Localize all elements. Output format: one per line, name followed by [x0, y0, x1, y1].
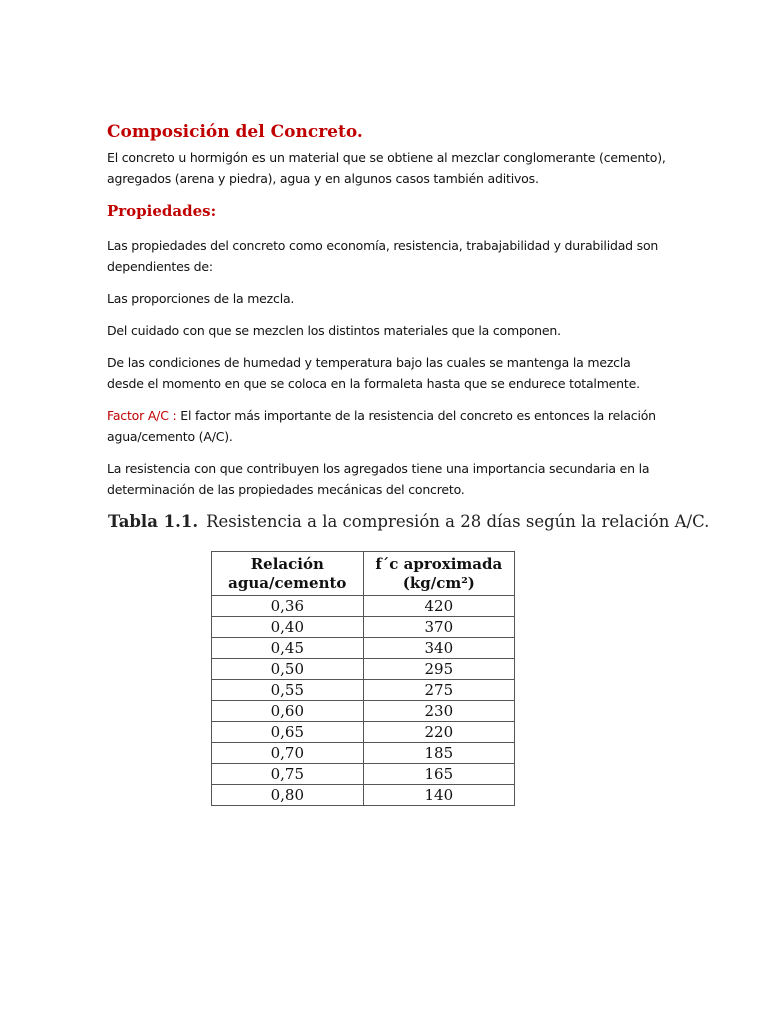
page-title: Composición del Concreto.: [107, 122, 363, 142]
table-row: [212, 764, 515, 785]
cell-ratio: 0,36: [212, 596, 364, 617]
table-caption: [108, 512, 709, 531]
cell-ratio: 0,65: [212, 722, 364, 743]
factor-text: El factor más importante de la resistencia del concreto es entonces la relación agua/cemento (A/C).: [107, 408, 656, 444]
cell-fc: 340: [363, 638, 514, 659]
cell-fc: 185: [363, 743, 514, 764]
table-row: [212, 701, 515, 722]
table-row: [212, 785, 515, 806]
table-caption-text: Resistencia a la compresión a 28 días según la relación A/C.: [206, 512, 710, 531]
table-header-row: [212, 552, 515, 596]
cell-ratio: 0,70: [212, 743, 364, 764]
table-row: [212, 617, 515, 638]
cell-fc: 165: [363, 764, 514, 785]
cell-ratio: 0,45: [212, 638, 364, 659]
cell-ratio: 0,80: [212, 785, 364, 806]
header-fc: f´c aproximada (kg/cm²): [363, 552, 514, 596]
resistance-table: [211, 551, 515, 806]
cell-ratio: 0,75: [212, 764, 364, 785]
cell-fc: 275: [363, 680, 514, 701]
paragraph-conditions: De las condiciones de humedad y temperatura bajo las cuales se mantenga la mezcla desde el momento en que se coloca en la formaleta hasta que se endurece totalmente.: [107, 355, 640, 391]
table-row: [212, 659, 515, 680]
cell-ratio: 0,40: [212, 617, 364, 638]
cell-fc: 140: [363, 785, 514, 806]
table-row: [212, 680, 515, 701]
cell-fc: 295: [363, 659, 514, 680]
cell-ratio: 0,50: [212, 659, 364, 680]
table-row: [212, 638, 515, 659]
cell-fc: 370: [363, 617, 514, 638]
paragraph-factor: [107, 405, 667, 447]
table-row: [212, 722, 515, 743]
table-row: [212, 596, 515, 617]
table-caption-label: Tabla 1.1.: [108, 512, 199, 531]
header-ratio: Relación agua/cemento: [212, 552, 364, 596]
cell-fc: 230: [363, 701, 514, 722]
cell-fc: 220: [363, 722, 514, 743]
table-row: [212, 743, 515, 764]
paragraph-properties: Las propiedades del concreto como economía, resistencia, trabajabilidad y durabilidad son dependientes de:: [107, 238, 659, 274]
paragraph-proportions: Las proporciones de la mezcla.: [107, 291, 295, 306]
factor-label: Factor A/C :: [107, 408, 177, 423]
cell-fc: 420: [363, 596, 514, 617]
paragraph-aggregates: La resistencia con que contribuyen los agregados tiene una importancia secundaria en la determinación de las propiedades mecánicas del concreto.: [107, 461, 650, 497]
section-title: Propiedades:: [107, 202, 217, 220]
paragraph-care: Del cuidado con que se mezclen los distintos materiales que la componen.: [107, 323, 561, 338]
intro-paragraph: El concreto u hormigón es un material que se obtiene al mezclar conglomerante (cemento), agregados (arena y piedra), agua y en algunos casos también aditivos.: [107, 150, 666, 186]
cell-ratio: 0,55: [212, 680, 364, 701]
cell-ratio: 0,60: [212, 701, 364, 722]
